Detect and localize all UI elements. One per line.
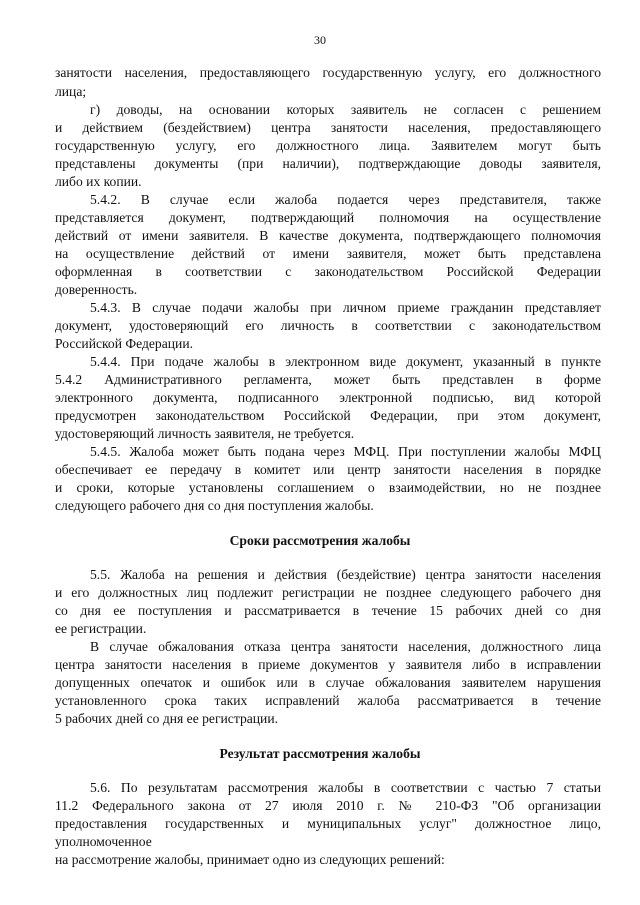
text-line: 5.4.5. Жалоба может быть подана через МФЦ. При поступлении жалобы МФЦ [90,444,601,459]
text-line: лица; [55,84,87,99]
text-line: представлены документы (при наличии), подтверждающие доводы заявителя, [55,156,601,171]
text-line: предусмотрен законодательством Российской Федерации, при этом документ, [55,408,601,423]
text-line: Российской Федерации. [55,336,193,351]
text-line: центра занятости населения в приеме документов у заявителя либо в исправлении [55,657,601,672]
text-line: удостоверяющий личность заявителя, не требуется. [55,426,355,441]
text-line: и действием (бездействием) центра занятости населения, предоставляющего [55,120,601,135]
section-heading: Сроки рассмотрения жалобы [229,533,411,548]
text-line: предоставления государственных и муниципальных услуг" должностное лицо, [55,816,601,831]
page-number: 30 [314,33,326,47]
text-line: и сроки, которые установлены соглашением о взаимодействии, но не позднее [55,480,601,495]
text-line: представляется документ, подтверждающий полномочия на осуществление [55,210,601,225]
text-line: 5.5. Жалоба на решения и действия (бездействие) центра занятости населения [90,567,601,582]
text-line: государственную услугу, его должностного лица. Заявителем могут быть [55,138,601,153]
text-line: либо их копии. [55,174,142,189]
text-line: следующего рабочего дня со дня поступления жалобы. [55,498,374,513]
text-line: ее регистрации. [55,621,147,636]
text-line: доверенность. [55,282,138,297]
text-line: 5 рабочих дней со дня ее регистрации. [55,711,279,726]
text-line: 5.4.3. В случае подачи жалобы при личном приеме гражданин представляет [90,300,601,315]
text-line: и его должностных лиц подлежит регистрации не позднее следующего рабочего дня [55,585,601,600]
text-line: на рассмотрение жалобы, принимает одно из следующих решений: [55,852,445,867]
text-line: действий от имени заявителя. В качестве документа, подтверждающего полномочия [55,228,601,243]
text-line: 5.6. По результатам рассмотрения жалобы в соответствии с частью 7 статьи [90,780,601,795]
text-line: 5.4.2. В случае если жалоба подается через представителя, также [90,192,601,207]
text-line: 11.2 Федерального закона от 27 июля 2010 г. № 210-ФЗ "Об организации [55,798,601,813]
text-line: со дня ее поступления и рассматривается в течение 15 рабочих дней со дня [55,603,601,618]
text-line: г) доводы, на основании которых заявитель не согласен с решением [90,102,601,117]
text-line: 5.4.2 Административного регламента, может быть представлен в форме [55,372,601,387]
text-line: занятости населения, предоставляющего государственную услугу, его должностного [55,65,601,80]
text-line: обеспечивает ее передачу в комитет или центр занятости населения в порядке [55,462,601,477]
text-line: оформленная в соответствии с законодательством Российской Федерации [55,264,601,279]
text-line: документ, удостоверяющий его личность в соответствии с законодательством [55,318,601,333]
text-line: В случае обжалования отказа центра занятости населения, должностного лица [90,639,601,654]
text-line: 5.4.4. При подаче жалобы в электронном виде документ, указанный в пункте [90,354,601,369]
text-line: допущенных опечаток и ошибок или в случае обжалования заявителем нарушения [55,675,601,690]
text-line: уполномоченное [55,834,152,849]
text-line: на осуществление действий от имени заявителя, может быть представлена [55,246,601,261]
section-heading: Результат рассмотрения жалобы [219,746,421,761]
text-line: установленного срока таких исправлений жалоба рассматривается в течение [55,693,601,708]
text-line: электронного документа, подписанного электронной подписью, вид которой [55,390,601,405]
